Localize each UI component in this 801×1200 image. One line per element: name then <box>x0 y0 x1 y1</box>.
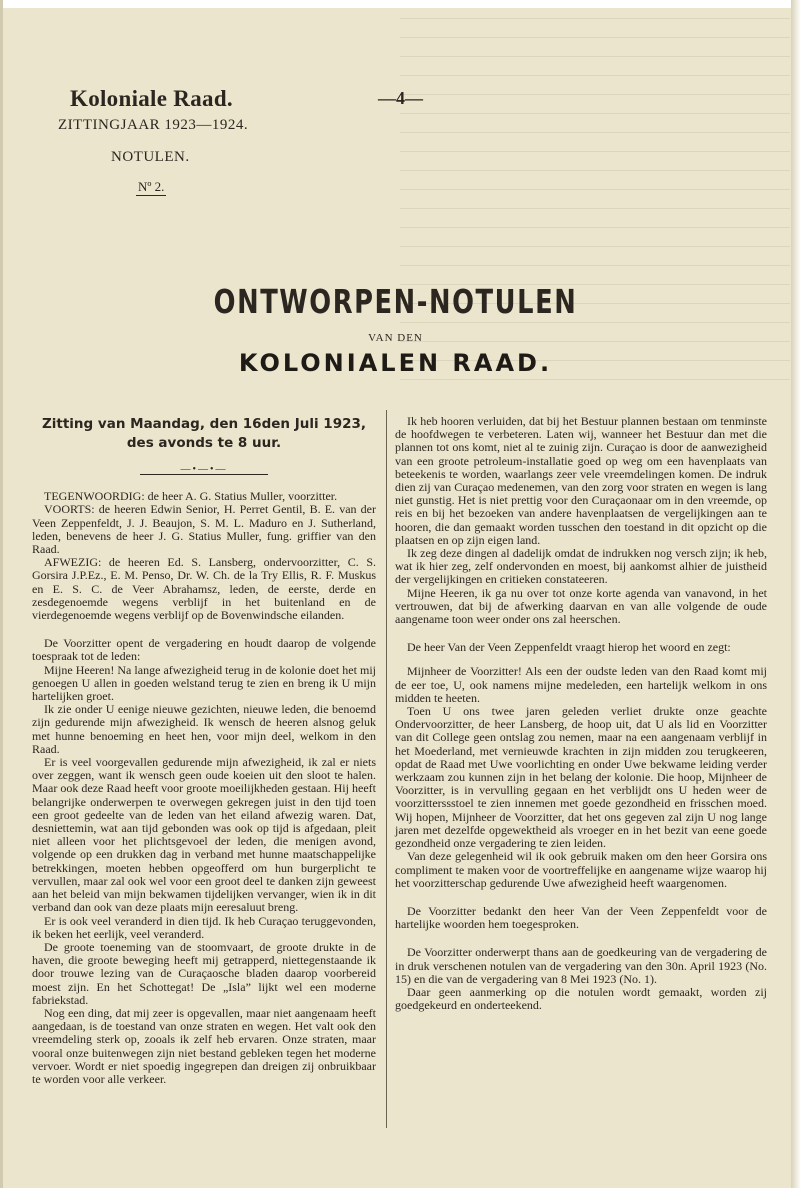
paragraph: Mijne Heeren, ik ga nu over tot onze korte agenda van vanavond, in het vertrouwen, dat bij de afwerking daarvan en van alle volgende de oude aangename toon weer onder ons zal heerschen. <box>395 585 767 627</box>
paragraph: Ik zeg deze dingen al dadelijk omdat de indrukken nog versch zijn; ik heb, wat ik hier zeg, zelf ondervonden en moest, bij aankomst alhier de juistheid der vergelijkingen en critieken constateeren. <box>395 546 767 587</box>
paragraph: VOORTS: de heeren Edwin Senior, H. Perret Gentil, B. E. van der Veen Zeppenfeldt, J. J. Beaujon, S. M. L. Maduro en J. Sutherland, leden, benevens de heer J. G. Statius Muller, fung. griffier van den Raad. <box>32 502 376 557</box>
page-number: —4— <box>378 88 423 108</box>
paragraph: Mijne Heeren! Na lange afwezigheid terug in de kolonie doet het mij genoegen U allen in goeden welstand terug te zien en breng ik U mijn hartelijken groet. <box>32 662 376 704</box>
paragraph: TEGENWOORDIG: de heer A. G. Statius Muller, voorzitter. <box>44 489 338 504</box>
paragraph: De Voorzitter opent de vergadering en houdt daarop de volgende toespraak tot de leden: <box>32 636 376 664</box>
session-year: ZITTINGJAAR 1923—1924. <box>58 117 249 133</box>
council-banner: KOLONIALEN RAAD. <box>238 349 553 377</box>
council-title: Koloniale Raad. <box>70 86 233 111</box>
column-divider <box>386 410 387 1128</box>
main-title: ONTWORPEN-NOTULEN <box>213 282 578 321</box>
paragraph: Mijnheer de Voorzitter! Als een der oudste leden van den Raad komt mij de eer toe, U, ook namens mijne medeleden, een hartelijk welkom in ons midden te heeten. <box>395 664 767 705</box>
paragraph: AFWEZIG: de heeren Ed. S. Lansberg, ondervoorzitter, C. S. Gorsira J.P.Ez., E. M. Penso, Dr. W. Ch. de la Try Ellis, R. F. Muskus en E. S. C. de Veer Abrahamsz, leden, de eerste, derde en zesdegenoemde wegens verblijf in het buitenland en de vierdegenoemde wegens verblijf op de Bovenwindsche eilanden. <box>32 555 376 623</box>
scan-border-left <box>0 0 3 1200</box>
issue-number: Nº 2. <box>138 179 165 194</box>
ornament-divider: —•—•— <box>32 463 376 476</box>
paragraph: De heer Van der Veen Zeppenfeldt vraagt hierop het woord en zegt: <box>407 640 731 655</box>
paragraph: Er is veel voorgevallen gedurende mijn afwezigheid, ik zal er niets over zeggen, want ik wensch geen oude koeien uit den sloot te halen. Maar ook deze Raad heeft voor groote moeilijkheden gestaan. Hij heeft belangrijke onderwerpen te overwegen gekregen juist in den tijd toen een groot gedeelte van de leden van het eiland afwezig waren. Dat, desniettemin, wat aan tijd gebonden was ook op tijd is afgedaan, pleit niet alleen voor het plichtsgevoel der leden, die menigen avond, volgende op een drukken dag in verband met hunne maatschappelijke betrekkingen, moeten hebben opgeofferd om hun burgerplicht te vervullen, maar zal ook wel voor een groot deel te danken zijn geweest aan het beleid van mijn bekwamen tijdelijken vervanger, wien ik in dit verband dan ook van deze plaats mijn eeresaluut breng. <box>32 755 376 915</box>
paragraph: De Voorzitter onderwerpt thans aan de goedkeuring van de vergadering de in druk verschenen notulen van de vergadering van den 30n. April 1923 (No. 15) en die van de vergadering van 8 Mei 1923 (No. 1). <box>395 945 767 986</box>
paragraph: Daar geen aanmerking op die notulen wordt gemaakt, worden zij goedgekeurd en onderteekend. <box>395 984 767 1013</box>
van-den-label: VAN DEN <box>368 332 423 344</box>
scan-border-right <box>791 0 801 1200</box>
right-column <box>395 415 767 1012</box>
paragraph: De groote toeneming van de stoomvaart, de groote drukte in de haven, die groote beweging heeft mij getrapperd, niettegenstaande ik door trouwe lezing van de Curaçaosche bladen daarop voorbereid moest zijn. En het Schottegat! De „Isla” lijkt wel een moderne fabriekstad. <box>32 939 376 1007</box>
paragraph: Toen U ons twee jaren geleden verliet drukte onze geachte Ondervoorzitter, de heer Lansberg, de hoop uit, dat U als lid en Voorzitter van dit College geen ontslag zou nemen, maar na een aangenaam verblijf in het Moederland, met vernieuwde krachten in zijn midden zou terugkeeren, opdat de Raad met Uwe voorlichting en onder Uwe bekwame leiding verder werkzaam zou kunnen zijn in het belang der kolonie. Die hoop, Mijnheer de Voorzitter, is in vervulling gegaan en het verblijdt ons U heden weer de voorzitterssstoel te zien innemen met goede gezondheid en frisschen moed. Wij hopen, Mijnheer de Voorzitter, dat het ons gegeven zal zijn U nog lange jaren met dezelfde opgewektheid als vroeger en in het bezit van eene goede gezondheid onze vergadering te zien leiden. <box>395 704 767 851</box>
notulen-label: NOTULEN. <box>111 149 190 165</box>
paragraph: Ik heb hooren verluiden, dat bij het Bestuur plannen bestaan om tenminste de hoofdwegen te verbeteren. Laten wij, wanneer het Bestuur dan met die plannen tot ons komt, niet al te zuinig zijn. Curaçao is door de aanwezigheid van een groote petroleum-installatie goed op weg om een havenplaats van beteekenis te worden, waarlangs zeer vele vreemdelingen komen. De indruk dien zij van Curaçao medenemen, van den zorg voor straten en wegen is lang niet gunstig. Het is niet prettig voor den Curaçaonaar om in den vreemde, op reis en bij het bezoeken van andere havenplaatsen de vergelijkingen aan te hooren, die dan gemaakt worden tusschen den toestand in dit opzicht op die plaatsen en op zijn eigen land. <box>395 414 767 547</box>
paragraph: Nog een ding, dat mij zeer is opgevallen, maar niet aangenaam heeft aangedaan, is de toestand van onze straten en wegen. Het valt ook den vreemdeling sterk op, zooals ik zelf heb ervaren. Onze straten, maar vooral onze buitenwegen zijn niet bestand gebleken tegen het moderne vervoer. Wordt er niet spoedig ingegrepen dan dreigen zij onbruikbaar te worden voor alle verkeer. <box>32 1005 376 1086</box>
paragraph: De Voorzitter bedankt den heer Van der Veen Zeppenfeldt voor de hartelijke woorden hem toegesproken. <box>395 903 767 932</box>
paragraph: Van deze gelegenheid wil ik ook gebruik maken om den heer Gorsira ons compliment te maken voor de voortreffelijke en aangename wijze waarop hij het voorzitterschap gedurende Uwe afwezigheid heeft waargenomen. <box>395 849 767 890</box>
scan-border-bottom <box>0 1188 801 1200</box>
left-column <box>32 415 376 1086</box>
paragraph: Er is ook veel veranderd in dien tijd. Ik heb Curaçao teruggevonden, ik beken het eerlijk, veel veranderd. <box>32 913 376 941</box>
paragraph: Ik zie onder U eenige nieuwe gezichten, nieuwe leden, die benoemd zijn gedurende mijn afwezigheid. Ik wensch de heeren alsnog geluk met hunne benoeming en heet hen, voor mijn deel, welkom in den Raad. <box>32 702 376 756</box>
session-heading: Zitting van Maandag, den 16den Juli 1923, des avonds te 8 uur. <box>41 416 366 451</box>
